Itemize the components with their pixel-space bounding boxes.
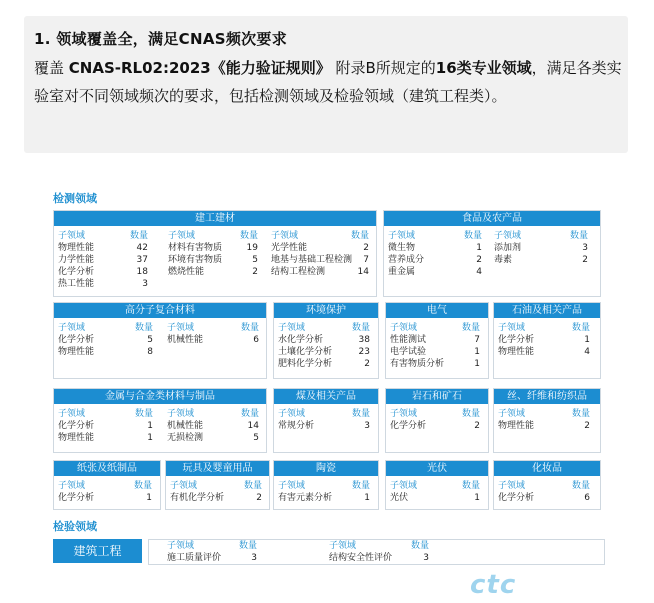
sub-field-header: 子领域 (498, 481, 526, 491)
domain-box-title[interactable]: 陶瓷 (274, 461, 378, 476)
sub-field-row (390, 346, 480, 358)
sub-field-count: 1 (584, 335, 590, 345)
sub-field-count: 2 (256, 493, 262, 503)
sub-field-count: 23 (358, 347, 370, 357)
domain-box-title[interactable]: 玩具及婴童用品 (166, 461, 269, 476)
sub-field-row (58, 266, 148, 278)
count-header: 数量 (134, 409, 153, 419)
sub-field-name: 添加剂 (494, 243, 522, 253)
sub-field-count: 8 (147, 347, 153, 357)
sub-field-row (329, 552, 429, 564)
domain-box-title[interactable]: 金属与合金类材料与制品 (54, 389, 266, 404)
sub-field-row (168, 242, 258, 254)
sub-field-header: 子领域 (167, 323, 195, 333)
column-header (329, 540, 429, 552)
sub-field-header: 子领域 (498, 323, 526, 333)
domain-column (271, 230, 369, 278)
count-header: 数量 (351, 481, 370, 491)
inspect-section-label: 检验领域 (53, 520, 97, 533)
domain-column (498, 408, 590, 432)
sub-field-name: 物理性能 (58, 243, 95, 253)
sub-field-count: 7 (363, 255, 369, 265)
sub-field-row (494, 254, 588, 266)
sub-field-count: 14 (357, 267, 369, 277)
construction-engineering-button[interactable]: 建筑工程 (53, 539, 142, 563)
sub-field-count: 3 (251, 553, 257, 563)
sub-field-row (498, 492, 590, 504)
sub-field-count: 1 (146, 493, 152, 503)
column-header (58, 322, 153, 334)
count-header: 数量 (351, 323, 370, 333)
ctc-logo: ctc (470, 570, 517, 600)
sub-field-name: 土壤化学分析 (278, 347, 333, 357)
sub-field-count: 5 (147, 335, 153, 345)
sub-field-count: 1 (474, 359, 480, 369)
sub-field-header: 子领域 (388, 231, 416, 241)
sub-field-count: 3 (142, 279, 148, 289)
column-header (390, 322, 480, 334)
domain-box (385, 388, 489, 453)
domain-box (165, 460, 270, 510)
sub-field-name: 无损检测 (167, 433, 204, 443)
domain-box-title[interactable]: 纸张及纸制品 (54, 461, 160, 476)
sub-field-header: 子领域 (278, 323, 306, 333)
sub-field-name: 电学试验 (390, 347, 427, 357)
sub-field-name: 化学分析 (498, 493, 535, 503)
sub-field-row (167, 552, 257, 564)
sub-field-count: 1 (474, 347, 480, 357)
count-header: 数量 (239, 231, 258, 241)
count-header: 数量 (350, 231, 369, 241)
sub-field-row (168, 254, 258, 266)
domain-box (273, 302, 379, 379)
column-header (494, 230, 588, 242)
domain-box (385, 460, 489, 510)
sub-field-header: 子领域 (390, 409, 418, 419)
sub-field-row (388, 254, 482, 266)
sub-field-name: 化学分析 (58, 493, 95, 503)
sub-field-row (167, 420, 259, 432)
sub-field-row (498, 334, 590, 346)
sub-field-row (498, 346, 590, 358)
domain-box-title[interactable]: 煤及相关产品 (274, 389, 378, 404)
sub-field-count: 1 (474, 493, 480, 503)
sub-field-count: 6 (584, 493, 590, 503)
sub-field-name: 环境有害物质 (168, 255, 223, 265)
sub-field-row (390, 358, 480, 370)
domain-column (498, 480, 590, 504)
domain-box-title[interactable]: 高分子复合材料 (54, 303, 266, 318)
sub-field-name: 化学分析 (498, 335, 535, 345)
sub-field-count: 5 (252, 255, 258, 265)
sub-field-count: 5 (253, 433, 259, 443)
sub-field-name: 力学性能 (58, 255, 95, 265)
count-header: 数量 (461, 409, 480, 419)
domain-column (390, 408, 480, 432)
domain-box-title[interactable]: 电气 (386, 303, 488, 318)
count-header: 数量 (410, 541, 429, 551)
sub-field-header: 子领域 (168, 231, 196, 241)
domain-panel (40, 165, 612, 568)
domain-column (58, 480, 152, 504)
domain-column (58, 408, 153, 444)
sub-field-row (278, 334, 370, 346)
domain-box (273, 388, 379, 453)
sub-field-name: 光学性能 (271, 243, 308, 253)
count-header: 数量 (461, 481, 480, 491)
sub-field-row (271, 266, 369, 278)
sub-field-name: 燃烧性能 (168, 267, 205, 277)
sub-field-row (58, 242, 148, 254)
sub-field-row (58, 278, 148, 290)
sub-field-count: 1 (476, 243, 482, 253)
sub-field-header: 子领域 (278, 409, 306, 419)
sub-field-count: 4 (584, 347, 590, 357)
sub-field-header: 子领域 (498, 409, 526, 419)
sub-field-row (390, 492, 480, 504)
domain-box-title[interactable]: 石油及相关产品 (494, 303, 600, 318)
column-header (278, 480, 370, 492)
sub-field-row (58, 334, 153, 346)
inspection-table (148, 539, 605, 565)
sub-field-name: 微生物 (388, 243, 416, 253)
domain-column (170, 480, 262, 504)
sub-field-count: 2 (474, 421, 480, 431)
column-header (388, 230, 482, 242)
column-header (168, 230, 258, 242)
count-header: 数量 (243, 481, 262, 491)
sub-field-name: 毒素 (494, 255, 513, 265)
sub-field-row (168, 266, 258, 278)
column-header (58, 480, 152, 492)
sub-field-name: 结构工程检测 (271, 267, 326, 277)
sub-field-name: 光伏 (390, 493, 409, 503)
domain-box (493, 460, 601, 510)
domain-column (390, 480, 480, 504)
column-header (58, 408, 153, 420)
intro-title: 1. 领域覆盖全，满足CNAS频次要求 (34, 30, 288, 48)
sub-field-count: 42 (136, 243, 148, 253)
sub-field-count: 18 (136, 267, 148, 277)
column-header (278, 322, 370, 334)
sub-field-count: 3 (582, 243, 588, 253)
sub-field-name: 有机化学分析 (170, 493, 225, 503)
domain-box-title[interactable]: 食品及农产品 (384, 211, 600, 226)
sub-field-count: 2 (584, 421, 590, 431)
sub-field-count: 3 (423, 553, 429, 563)
sub-field-name: 性能测试 (390, 335, 427, 345)
intro-card (24, 16, 628, 153)
domain-column (388, 230, 482, 278)
sub-field-count: 14 (247, 421, 259, 431)
sub-field-name: 材料有害物质 (168, 243, 223, 253)
domain-box (383, 210, 601, 297)
sub-field-count: 7 (474, 335, 480, 345)
sub-field-name: 营养成分 (388, 255, 425, 265)
sub-field-row (388, 242, 482, 254)
sub-field-name: 物理性能 (58, 347, 95, 357)
sub-field-row (278, 346, 370, 358)
domain-box-title[interactable]: 丝、纤维和纺织品 (494, 389, 600, 404)
sub-field-row (58, 420, 153, 432)
domain-column (167, 322, 259, 346)
column-header (271, 230, 369, 242)
column-header (498, 322, 590, 334)
column-header (390, 480, 480, 492)
sub-field-name: 物理性能 (498, 347, 535, 357)
domain-box (385, 302, 489, 379)
sub-field-row (170, 492, 262, 504)
column-header (167, 322, 259, 334)
sub-field-name: 重金属 (388, 267, 416, 277)
sub-field-count: 2 (252, 267, 258, 277)
domain-box-title[interactable]: 建工建材 (54, 211, 376, 226)
sub-field-name: 肥料化学分析 (278, 359, 333, 369)
domain-box (53, 388, 267, 453)
domain-box (53, 460, 161, 510)
domain-column (494, 230, 588, 266)
count-header: 数量 (129, 231, 148, 241)
sub-field-header: 子领域 (58, 409, 86, 419)
sub-field-count: 3 (364, 421, 370, 431)
sub-field-name: 机械性能 (167, 335, 204, 345)
column-header (498, 480, 590, 492)
column-header (278, 408, 370, 420)
sub-field-name: 化学分析 (58, 421, 95, 431)
sub-field-count: 37 (136, 255, 148, 265)
domain-column (278, 480, 370, 504)
count-header: 数量 (461, 323, 480, 333)
sub-field-name: 化学分析 (390, 421, 427, 431)
sub-field-header: 子领域 (494, 231, 522, 241)
count-header: 数量 (238, 541, 257, 551)
sub-field-row (271, 254, 369, 266)
sub-field-row (390, 334, 480, 346)
sub-field-name: 物理性能 (58, 433, 95, 443)
domain-column (278, 408, 370, 432)
domain-column (498, 322, 590, 358)
sub-field-row (278, 420, 370, 432)
sub-field-name: 有害物质分析 (390, 359, 445, 369)
column-header (58, 230, 148, 242)
sub-field-header: 子领域 (390, 323, 418, 333)
domain-column (390, 322, 480, 370)
domain-column (58, 230, 148, 290)
inspection-column (167, 540, 257, 564)
sub-field-header: 子领域 (329, 541, 357, 551)
count-header: 数量 (240, 409, 259, 419)
domain-box-title[interactable]: 光伏 (386, 461, 488, 476)
sub-field-row (58, 432, 153, 444)
sub-field-count: 2 (364, 359, 370, 369)
count-header: 数量 (240, 323, 259, 333)
sub-field-row (498, 420, 590, 432)
domain-box (53, 210, 377, 297)
count-header: 数量 (571, 409, 590, 419)
detect-section-label: 检测领域 (53, 192, 97, 205)
sub-field-row (58, 346, 153, 358)
sub-field-header: 子领域 (271, 231, 299, 241)
domain-column (168, 230, 258, 278)
count-header: 数量 (571, 481, 590, 491)
column-header (170, 480, 262, 492)
sub-field-count: 2 (476, 255, 482, 265)
sub-field-row (278, 492, 370, 504)
sub-field-row (58, 254, 148, 266)
domain-column (58, 322, 153, 358)
domain-box (273, 460, 379, 510)
sub-field-name: 机械性能 (167, 421, 204, 431)
sub-field-count: 1 (147, 433, 153, 443)
sub-field-count: 4 (476, 267, 482, 277)
sub-field-name: 化学分析 (58, 335, 95, 345)
domain-column (167, 408, 259, 444)
sub-field-name: 水化学分析 (278, 335, 324, 345)
sub-field-row (494, 242, 588, 254)
sub-field-row (271, 242, 369, 254)
sub-field-header: 子领域 (167, 541, 195, 551)
domain-box (53, 302, 267, 379)
column-header (167, 408, 259, 420)
sub-field-name: 物理性能 (498, 421, 535, 431)
sub-field-header: 子领域 (58, 481, 86, 491)
sub-field-name: 热工性能 (58, 279, 95, 289)
sub-field-row (167, 334, 259, 346)
count-header: 数量 (569, 231, 588, 241)
sub-field-count: 6 (253, 335, 259, 345)
inspection-column (329, 540, 429, 564)
count-header: 数量 (133, 481, 152, 491)
column-header (390, 408, 480, 420)
sub-field-header: 子领域 (167, 409, 195, 419)
sub-field-header: 子领域 (58, 231, 86, 241)
sub-field-count: 38 (358, 335, 370, 345)
domain-box-title[interactable]: 岩石和矿石 (386, 389, 488, 404)
sub-field-header: 子领域 (58, 323, 86, 333)
domain-box (493, 388, 601, 453)
count-header: 数量 (571, 323, 590, 333)
sub-field-count: 2 (363, 243, 369, 253)
sub-field-name: 施工质量评价 (167, 553, 222, 563)
sub-field-count: 1 (364, 493, 370, 503)
sub-field-header: 子领域 (278, 481, 306, 491)
domain-box-title[interactable]: 化妆品 (494, 461, 600, 476)
sub-field-name: 常规分析 (278, 421, 315, 431)
domain-box-title[interactable]: 环境保护 (274, 303, 378, 318)
sub-field-count: 2 (582, 255, 588, 265)
count-header: 数量 (463, 231, 482, 241)
intro-paragraph: 覆盖 CNAS-RL02:2023《能力验证规则》 附录B所规定的16类专业领域，满足各类实验室对不同领域频次的要求，包括检测领域及检验领域（建筑工程类）。 (34, 59, 622, 105)
sub-field-row (58, 492, 152, 504)
sub-field-name: 结构安全性评价 (329, 553, 393, 563)
sub-field-name: 地基与基础工程检测 (271, 255, 353, 265)
sub-field-name: 有害元素分析 (278, 493, 333, 503)
sub-field-row (167, 432, 259, 444)
sub-field-row (278, 358, 370, 370)
sub-field-count: 1 (147, 421, 153, 431)
sub-field-header: 子领域 (390, 481, 418, 491)
column-header (498, 408, 590, 420)
count-header: 数量 (351, 409, 370, 419)
sub-field-row (390, 420, 480, 432)
count-header: 数量 (134, 323, 153, 333)
sub-field-header: 子领域 (170, 481, 198, 491)
sub-field-row (388, 266, 482, 278)
domain-box (493, 302, 601, 379)
sub-field-name: 化学分析 (58, 267, 95, 277)
domain-column (278, 322, 370, 370)
column-header (167, 540, 257, 552)
sub-field-count: 19 (246, 243, 258, 253)
